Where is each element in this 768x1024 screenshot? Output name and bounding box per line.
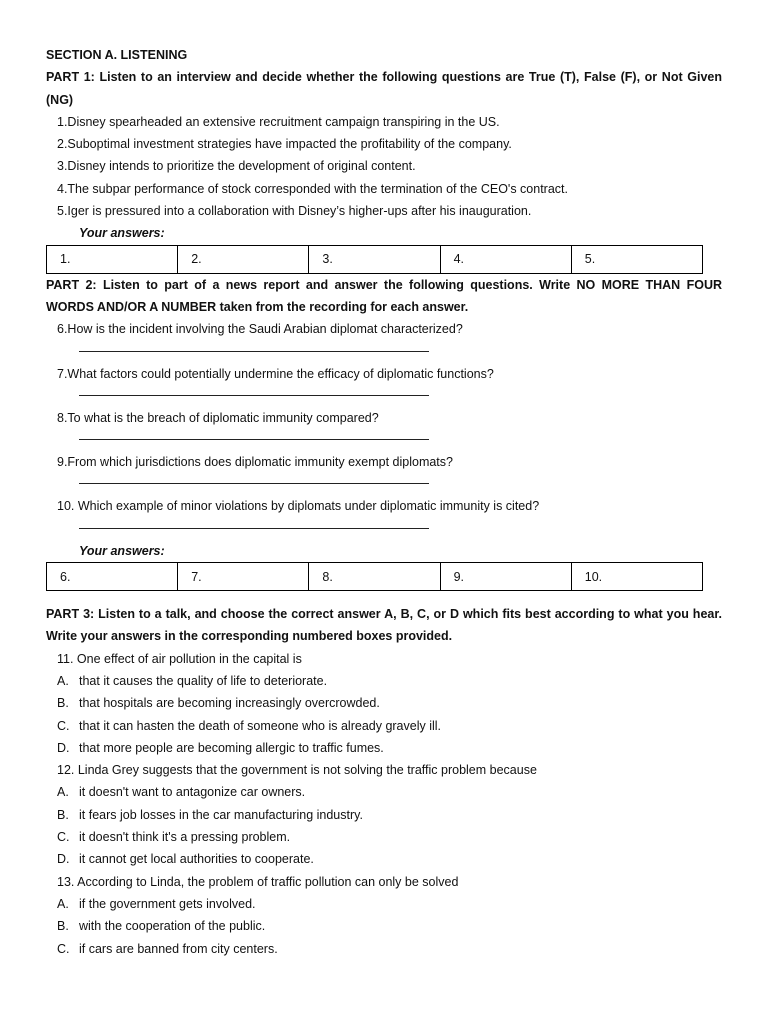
part1-instruction: PART 1: Listen to an interview and decide whether the following questions are True (T), False (F), or Not Given [46, 70, 722, 85]
answers-label: Your answers: [79, 226, 165, 241]
question-8: 8.To what is the breach of diplomatic immunity compared? [57, 410, 379, 425]
question-3: 3.Disney intends to prioritize the development of original content. [57, 159, 416, 174]
part2-instruction: PART 2: Listen to part of a news report and answer the following questions. Write NO MORE THAN FOUR [46, 277, 722, 292]
option-11b[interactable]: B. that hospitals are becoming increasingly overcrowded. [57, 696, 380, 711]
question-11: 11. One effect of air pollution in the capital is [57, 651, 302, 666]
question-5: 5.Iger is pressured into a collaboration with Disney’s higher-ups after his inauguration. [57, 204, 532, 219]
answer-box-6[interactable]: 6. [47, 563, 178, 591]
option-13b[interactable]: B. with the cooperation of the public. [57, 919, 266, 934]
answer-box-9[interactable]: 9. [440, 563, 571, 591]
question-1: 1.Disney spearheaded an extensive recruitment campaign transpiring in the US. [57, 114, 500, 129]
answer-line-7[interactable] [46, 385, 722, 407]
answer-box-1[interactable]: 1. [47, 245, 178, 273]
answer-box-3[interactable]: 3. [309, 245, 440, 273]
question-12: 12. Linda Grey suggests that the government is not solving the traffic problem because [57, 763, 537, 778]
answer-box-4[interactable]: 4. [440, 245, 571, 273]
option-13a[interactable]: A. if the government gets involved. [57, 896, 256, 911]
option-11a[interactable]: A. that it causes the quality of life to deteriorate. [57, 673, 328, 688]
question-6: 6.How is the incident involving the Saudi Arabian diplomat characterized? [57, 322, 463, 337]
question-7: 7.What factors could potentially undermine the efficacy of diplomatic functions? [57, 366, 494, 381]
option-11c[interactable]: C. that it can hasten the death of someone who is already gravely ill. [57, 718, 442, 733]
answer-box-2[interactable]: 2. [178, 245, 309, 273]
option-12d[interactable]: D. it cannot get local authorities to cooperate. [57, 852, 314, 867]
answer-table-part2 [46, 562, 703, 591]
question-2: 2.Suboptimal investment strategies have impacted the profitability of the company. [57, 137, 512, 152]
answer-box-10[interactable]: 10. [571, 563, 702, 591]
part3-instruction-cont: Write your answers in the corresponding numbered boxes provided. [46, 629, 453, 644]
part1-instruction-cont: (NG) [46, 92, 74, 107]
part2-instruction-cont: WORDS AND/OR A NUMBER taken from the recording for each answer. [46, 299, 469, 314]
answer-line-9[interactable] [46, 473, 722, 495]
option-12b[interactable]: B. it fears job losses in the car manufacturing industry. [57, 807, 363, 822]
answer-line-10[interactable] [46, 518, 722, 540]
question-9: 9.From which jurisdictions does diplomatic immunity exempt diplomats? [57, 455, 453, 470]
part3-instruction: PART 3: Listen to a talk, and choose the correct answer A, B, C, or D which fits best according to what you hear. [46, 607, 722, 622]
section-title: SECTION A. LISTENING [46, 48, 188, 62]
question-4: 4.The subpar performance of stock corresponded with the termination of the CEO's contract. [57, 181, 568, 196]
worksheet-page [46, 44, 722, 960]
option-11d[interactable]: D. that more people are becoming allergic to traffic fumes. [57, 740, 384, 755]
answer-box-5[interactable]: 5. [571, 245, 702, 273]
answer-line-6[interactable] [46, 341, 722, 363]
question-13: 13. According to Linda, the problem of traffic pollution can only be solved [57, 874, 459, 889]
answers-label: Your answers: [79, 543, 165, 558]
answer-line-8[interactable] [46, 429, 722, 451]
answer-table-part1 [46, 245, 703, 274]
option-12c[interactable]: C. it doesn't think it's a pressing problem. [57, 830, 291, 845]
answer-box-8[interactable]: 8. [309, 563, 440, 591]
option-12a[interactable]: A. it doesn't want to antagonize car owners. [57, 785, 306, 800]
answer-box-7[interactable]: 7. [178, 563, 309, 591]
question-10: 10. Which example of minor violations by diplomats under diplomatic immunity is cited? [57, 499, 540, 514]
option-13c[interactable]: C. if cars are banned from city centers. [57, 941, 278, 956]
